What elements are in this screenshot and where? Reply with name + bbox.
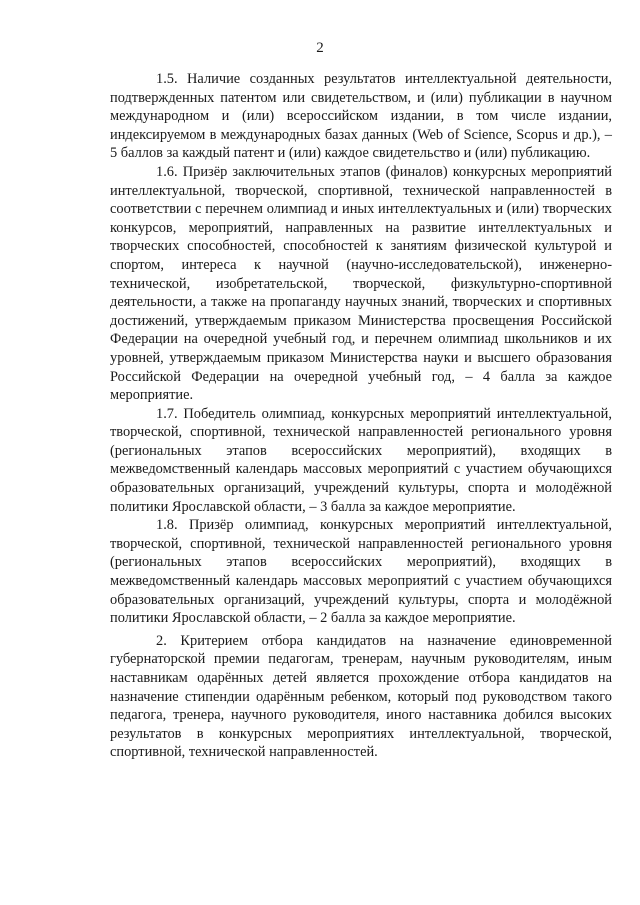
paragraph-2: 2. Критерием отбора кандидатов на назначение единовременной губернаторской премии педагогам, тренерам, научным руководителям, иным наставникам одарённых детей является прохождение отбора кандидатов на назначение стипендии одарённым ребенком, который под руководством такого педагога, тренера, научного руководителя, иного наставника добился высоких результатов в конкурсных мероприятиях интеллектуальной, творческой, спортивной, технической направленностей. — [110, 632, 612, 761]
paragraph-1-6: 1.6. Призёр заключительных этапов (финалов) конкурсных мероприятий интеллектуальной, творческой, спортивной, технической направленностей в соответствии с перечнем олимпиад и иных интеллектуальных и (или) творческих конкурсов, мероприятий, направленных на развитие интеллектуальных и творческих способностей, способностей к занятиям физической культурой и спортом, интереса к научной (научно-исследовательской), инженерно-технической, изобретательской, творческой, физкультурно-спортивной деятельности, а также на пропаганду научных знаний, творческих и спортивных достижений, утверждаемым приказом Министерства просвещения Российской Федерации на очередной учебный год, и перечнем олимпиад школьников и их уровней, утверждаемым приказом Министерства науки и высшего образования Российской Федерации на очередной учебный год, – 4 балла за каждое мероприятие. — [110, 163, 612, 404]
paragraph-1-8: 1.8. Призёр олимпиад, конкурсных мероприятий интеллектуальной, творческой, спортивной, технической направленностей регионального уровня (региональных этапов всероссийских мероприятий), входящих в межведомственный календарь массовых мероприятий с участием обучающихся образовательных организаций, учреждений культуры, спорта и молодёжной политики Ярославской области, – 2 балла за каждое мероприятие. — [110, 517, 612, 627]
document-body — [110, 70, 612, 762]
paragraph-1-5: 1.5. Наличие созданных результатов интеллектуальной деятельности, подтвержденных патентом или свидетельством, и (или) публикации в научном международном и (или) всероссийском издании, в том числе издании, индексируемом в международных базах данных (Web of Science, Scopus и др.), – 5 баллов за каждый патент и (или) каждое свидетельство и (или) публикацию. — [110, 71, 612, 162]
page-number: 2 — [316, 40, 324, 56]
paragraph-1-7: 1.7. Победитель олимпиад, конкурсных мероприятий интеллектуальной, творческой, спортивной, технической направленностей регионального уровня (региональных этапов всероссийских мероприятий), входящих в межведомственный календарь массовых мероприятий с участием обучающихся образовательных организаций, учреждений культуры, спорта и молодёжной политики Ярославской области, – 3 балла за каждое мероприятие. — [110, 405, 612, 515]
